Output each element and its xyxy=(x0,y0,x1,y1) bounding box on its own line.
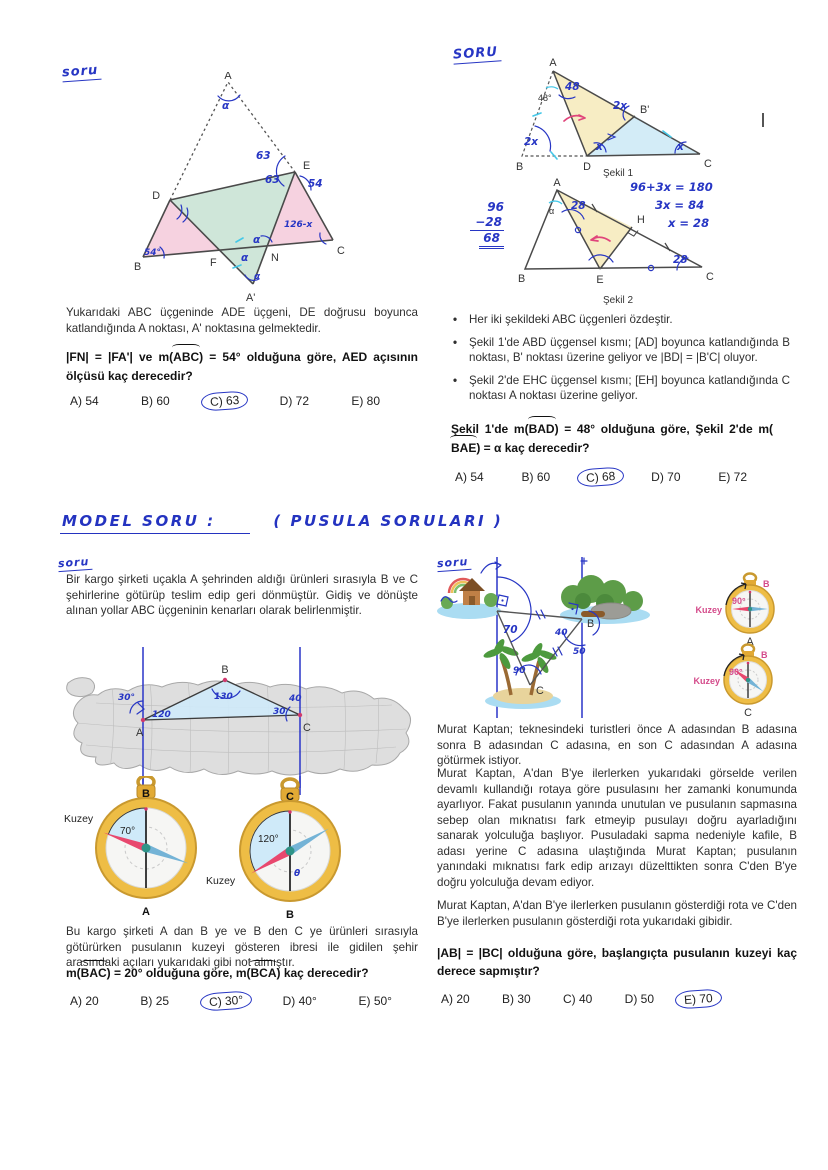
q2-bullets xyxy=(453,312,790,411)
fig1-hand-48: 48 xyxy=(565,81,580,93)
q2-margin-minus28: −28 xyxy=(470,215,504,231)
fig2-hand-28-a: 28 xyxy=(571,200,586,212)
mini-top-dot xyxy=(749,591,752,594)
q1-point-f: F xyxy=(210,257,217,269)
q1-point-a: A xyxy=(224,72,232,82)
q2-option-c: C) 68 xyxy=(576,466,624,487)
q2-q-pre: Şekil 1'de m( xyxy=(451,422,529,436)
q1-hand-alpha-aprime: α xyxy=(254,272,261,282)
q3-option-e: E) 50° xyxy=(358,994,392,1008)
compass-right-top-dot xyxy=(288,810,291,813)
compass-left-origin: A xyxy=(142,906,150,918)
compass-left-dest: B xyxy=(142,788,150,800)
fig1-hand-x-c: x xyxy=(677,141,684,153)
map-dot-b xyxy=(223,678,227,682)
bullet-dot: • xyxy=(453,313,458,326)
q4-islands-figure xyxy=(433,553,813,718)
map-hand-40: 40 xyxy=(289,694,302,704)
mini-bottom-pivot xyxy=(746,678,750,682)
hand-bracket-b-dot xyxy=(571,608,573,610)
fig2-h: H xyxy=(637,214,645,226)
q4-paragraph-2: Murat Kaptan, A'dan B'ye ilerlerken yukarıdaki görselde verilen devamlı kullandığı rotaya göre pusulasını her zamanki konumunda ayarlıyor. Fakat pusulanın yanında unutulan ve pusulanın sapmasına sebep olan mıknatısı fark etmeyip pusulayı doğru ayarladığını sanarak yolculuğa başlıyor. Pusuladaki sapma nedeniyle kafile, B adası yerine C adasına ulaştığında Murat Kaptan; pusulanın yanındaki mıknatısı fark edip arızayı düzelttikten sonra C'den B'ye doğru yolculuğa devam ediyor. xyxy=(437,767,797,889)
turkey-map-thrace xyxy=(67,678,95,697)
q2-calc-line-2: 3x = 84 xyxy=(655,198,705,212)
q4-option-c: C) 40 xyxy=(563,992,593,1006)
q2-option-a: A) 54 xyxy=(455,470,484,484)
fig1-c: C xyxy=(704,158,712,170)
island-a xyxy=(437,578,501,619)
map-hand-30deg: 30° xyxy=(118,693,136,703)
mini-top-pivot xyxy=(748,607,752,611)
fig1-b-prime: B' xyxy=(640,104,650,116)
q1-hand-alpha-n2: α xyxy=(241,252,249,264)
q2-handwritten-tag: SORU xyxy=(452,44,501,64)
q1-options xyxy=(66,392,384,410)
q1-point-d: D xyxy=(152,190,160,202)
q3-q-mid: ) = 20° olduğuna göre, m( xyxy=(106,966,251,980)
compass-left-pivot xyxy=(142,844,151,853)
q1-q-pre: |FN| = |FA'| ve m( xyxy=(66,350,174,364)
q1-q-hat-abc: ABC xyxy=(173,348,199,367)
map-hand-30b: 30 xyxy=(273,707,286,717)
q4-option-e: E) 70 xyxy=(675,988,723,1009)
mini-top-kuzey: Kuzey xyxy=(695,605,722,615)
fig1-hand-2x-b: 2x xyxy=(524,136,539,148)
q1-point-n: N xyxy=(271,252,279,264)
compass-right-kuzey: Kuzey xyxy=(206,875,236,887)
q4-options xyxy=(437,990,715,1008)
fig1-caption: Şekil 1 xyxy=(602,168,634,179)
q2-margin-68: 68 xyxy=(479,231,504,249)
mini-bottom-dot xyxy=(747,662,750,665)
q1-point-c: C xyxy=(337,245,345,257)
q2-q-post: ) = α kaç derecedir? xyxy=(476,441,590,456)
compass-right-pivot xyxy=(286,847,295,856)
hut-door xyxy=(469,596,475,605)
island-b xyxy=(560,575,650,624)
fig1-a: A xyxy=(549,57,557,69)
q2-calc-line-1: 96+3x = 180 xyxy=(630,180,713,194)
q2-option-b: B) 60 xyxy=(521,470,551,484)
q2-bullet-1 xyxy=(453,312,790,328)
q2-option-e: E) 72 xyxy=(718,470,747,484)
mini-top-dest: B xyxy=(763,579,770,589)
hand-90-c: 90 xyxy=(513,666,526,676)
q3-q-hat-bac: BAC xyxy=(81,964,107,983)
fig2-a: A xyxy=(553,178,561,189)
island-label-b: B xyxy=(587,618,595,630)
fig1-d: D xyxy=(583,161,591,173)
mini-compass-bottom xyxy=(693,645,772,719)
island-a-bush-right xyxy=(484,593,498,607)
q2-margin-calc xyxy=(470,200,504,249)
map-dot-a xyxy=(141,718,145,722)
compass-right-dest: C xyxy=(286,791,294,803)
island-c-sand xyxy=(493,688,553,704)
compass-right-origin: B xyxy=(286,909,294,921)
mini-bottom-origin: C xyxy=(744,707,752,718)
q2-bullet-3 xyxy=(453,373,790,404)
hand-50-b: 50 xyxy=(573,647,586,657)
q2-bullet-2 xyxy=(453,335,790,366)
q1-hand-126x: 126-x xyxy=(284,220,313,230)
q3-q-pre: m( xyxy=(66,966,81,980)
q1-option-b: B) 60 xyxy=(141,394,170,408)
q2-bullet-2-text: Şekil 1'de ABD üçgensel kısmı; [AD] boyunca katlandığında B noktası, B' noktası üzerine geliyor ve |BD| = |B'C| oluyor. xyxy=(469,335,790,365)
q2-q-hat-bae: BAE xyxy=(451,439,476,458)
q3-map-figure xyxy=(62,645,418,795)
q2-margin-96: 96 xyxy=(487,200,504,214)
map-dot-c xyxy=(298,713,302,717)
q4-option-d: D) 50 xyxy=(624,992,654,1006)
q2-bullet-1-text: Her iki şekildeki ABC üçgenleri özdeştir. xyxy=(469,313,673,326)
fig2-b: B xyxy=(518,273,526,285)
q1-point-a-prime: A' xyxy=(246,292,256,304)
hand-40-b: 40 xyxy=(555,628,568,638)
q4-option-b: B) 30 xyxy=(502,992,531,1006)
fig1-b: B xyxy=(516,161,524,173)
hand-70-a: 70 xyxy=(503,624,518,636)
hand-arrow-top xyxy=(481,562,501,573)
compass-line-stubs xyxy=(143,776,300,788)
mini-compass-top xyxy=(695,574,774,649)
q3-option-b: B) 25 xyxy=(140,994,170,1008)
model-soru-header xyxy=(60,512,503,530)
fig1-hand-x-d: x xyxy=(596,141,603,153)
bullet-dot: • xyxy=(453,373,458,387)
map-label-b: B xyxy=(221,664,229,676)
fig1-hand-2x-bprime: 2x xyxy=(613,100,628,112)
fig2-caption: Şekil 2 xyxy=(602,295,634,306)
q1-q-post: ) = 54° olduğuna göre, AED açısının ölçüsü kaç derecedir? xyxy=(66,350,418,384)
q4-paragraph-3: Murat Kaptan, A'dan B'ye ilerlerken pusulanın gösterdiği rota ve C'den B'ye ilerlerken pusulanın gösterdiği rota yukarıdaki gibidir. xyxy=(437,899,797,928)
fig2-yellow xyxy=(557,190,632,269)
q1-handwritten-tag: soru xyxy=(61,63,101,83)
q3-paragraph-2: Bu kargo şirketi A dan B ye ve B den C ye ürünleri sırasıyla götürürken pusulanın kuzeyi gösteren ibresi ile gidilen şehir arasındaki açıları yukarıdaki gibi not almıştır. xyxy=(66,925,418,970)
q3-question xyxy=(66,964,418,983)
q3-options xyxy=(66,992,396,1010)
q3-paragraph-1: Bir kargo şirketi uçakla A şehrinden aldığı ürünleri sırasıyla B ve C şehirlerine götürüp teslim edip geri dönmüştür. Gidiş ve dönüşte alınan yollar ABC üçgeninin kenarları olarak belirlenmiştir. xyxy=(66,573,418,618)
compass-left-kuzey: Kuzey xyxy=(64,813,94,825)
q3-handwritten-tag: soru xyxy=(58,555,93,572)
mini-bottom-kuzey: Kuzey xyxy=(693,676,720,686)
q3-q-hat-bca: BCA xyxy=(250,964,276,983)
island-label-c: C xyxy=(536,685,544,697)
q4-option-a: A) 20 xyxy=(441,992,470,1006)
q1-option-a: A) 54 xyxy=(70,394,99,408)
compass-right-hand-mark: θ xyxy=(294,869,301,879)
fig2-hand-28-c: 28 xyxy=(673,254,688,266)
q1-hand-54-e: 54 xyxy=(308,178,323,190)
q1-option-e: E) 80 xyxy=(351,394,380,408)
compass-left-angle: 70° xyxy=(120,826,136,837)
model-soru-title: MODEL SORU : xyxy=(60,512,250,534)
q1-hand-63-upper: 63 xyxy=(256,150,271,162)
bullet-dot: • xyxy=(453,335,458,349)
q1-figure xyxy=(88,72,378,307)
q4-paragraph-1: Murat Kaptan; teknesindeki turistleri önce A adasından B adasına sonra B adasından C adasına, en son C adasından A adasına götürmek istiyor. xyxy=(437,723,797,768)
mini-top-angle: 90° xyxy=(732,596,746,606)
q1-paragraph: Yukarıdaki ABC üçgeninde ADE üçgeni, DE doğrusu boyunca katlandığında A noktası, A' noktasına gelmektedir. xyxy=(66,306,418,335)
q2-calc-line-3: x = 28 xyxy=(668,216,710,230)
q1-hand-alpha-n1: α xyxy=(253,234,261,246)
hand-square-a-dot xyxy=(501,599,503,601)
map-hand-130: 130 xyxy=(214,692,233,702)
q1-point-e: E xyxy=(303,160,311,172)
mini-bottom-dest: B xyxy=(761,650,768,660)
q2-q-mid: ) = 48° olduğuna göre, Şekil 2'de m( xyxy=(554,422,774,436)
q3-option-a: A) 20 xyxy=(70,994,99,1008)
q1-hand-alpha-apex: α xyxy=(222,100,230,112)
q2-options xyxy=(451,468,751,486)
q2-option-d: D) 70 xyxy=(651,470,681,484)
model-soru-subtitle: ( PUSULA SORULARI ) xyxy=(273,512,504,530)
q2-question xyxy=(451,420,773,458)
map-hand-120: 120 xyxy=(152,710,171,720)
q3-option-d: D) 40° xyxy=(282,994,317,1008)
mini-bottom-angle: 90° xyxy=(729,667,743,677)
q2-figure-1 xyxy=(448,57,783,179)
q3-option-c: C) 30° xyxy=(199,990,252,1012)
q1-option-c: C) 63 xyxy=(200,390,248,411)
q1-hand-54-b: 54° xyxy=(144,248,162,258)
compass-left-top-dot xyxy=(144,807,147,810)
map-label-a: A xyxy=(136,727,144,739)
q3-q-post: ) kaç derecedir? xyxy=(276,966,369,980)
q2-bullet-3-text: Şekil 2'de EHC üçgensel kısmı; [EH] boyunca katlandığında C noktası A noktası üzerine geliyor. xyxy=(469,373,790,403)
q2-q-hat-bad: BAD xyxy=(529,420,555,439)
q4-handwritten-tag: soru xyxy=(437,555,472,572)
compass-left xyxy=(64,776,196,918)
q1-hand-63-lower: 63 xyxy=(265,174,280,186)
q4-question: |AB| = |BC| olduğuna göre, başlangıçta pusulanın kuzeyi kaç derece sapmıştır? xyxy=(437,946,797,978)
q1-option-d: D) 72 xyxy=(279,394,309,408)
q1-question xyxy=(66,348,418,386)
map-label-c: C xyxy=(303,722,311,734)
fig2-c: C xyxy=(706,271,714,283)
fig2-alpha: α xyxy=(549,206,555,216)
mini-top-origin: A xyxy=(746,636,754,648)
q1-point-b: B xyxy=(134,261,142,273)
compass-right xyxy=(206,779,340,921)
compass-right-angle: 120° xyxy=(258,834,279,845)
q3-compasses xyxy=(60,776,380,926)
fig1-cyan-arc-a xyxy=(546,87,558,89)
fig1-48deg: 48° xyxy=(538,93,552,103)
fig2-e: E xyxy=(596,274,604,286)
